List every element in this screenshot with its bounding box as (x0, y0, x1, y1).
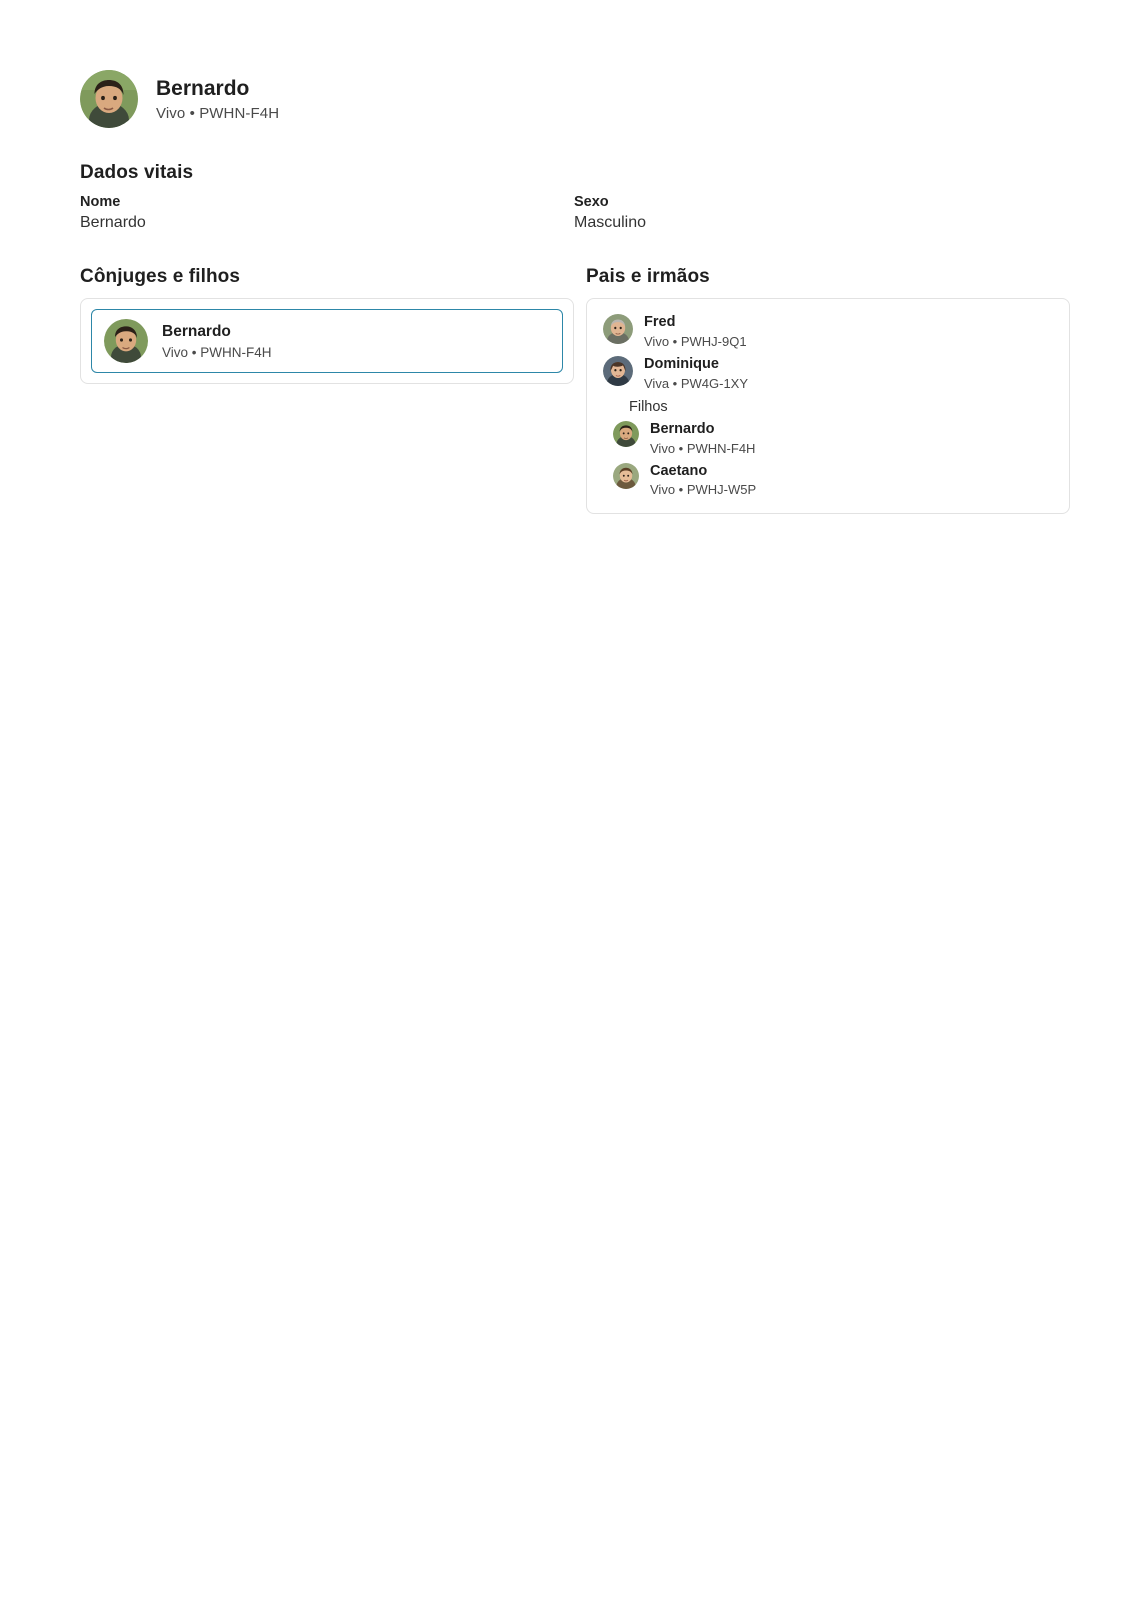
person-name: Bernardo (162, 323, 231, 341)
avatar[interactable] (80, 70, 138, 128)
children-list (613, 420, 1053, 498)
field-value: Masculino (574, 214, 647, 231)
list-item[interactable] (603, 313, 1053, 349)
person-name: Fred (644, 314, 676, 330)
list-item[interactable] (613, 462, 1053, 498)
person-status-id: Vivo • PWHN-F4H (162, 344, 272, 360)
person-name: Bernardo (650, 420, 715, 437)
list-item-text (644, 355, 748, 391)
page-title: Bernardo (156, 76, 250, 100)
person-status-id: Vivo • PWHN-F4H (156, 105, 280, 123)
person-name: Caetano (650, 462, 708, 479)
person-name: Dominique (644, 355, 719, 372)
vital-data-section (80, 162, 1057, 232)
avatar[interactable] (603, 356, 633, 386)
field-label: Sexo (574, 194, 609, 210)
vital-field-name[interactable] (80, 194, 574, 232)
list-item[interactable] (91, 309, 563, 373)
list-item-text (162, 322, 272, 359)
vital-data-title: Dados vitais (80, 162, 194, 183)
person-status-id: Vivo • PWHJ-W5P (650, 482, 757, 498)
spouses-children-title: Cônjuges e filhos (80, 266, 241, 287)
families-section (80, 266, 1057, 514)
list-item-text (644, 313, 747, 349)
parents-siblings-column (586, 266, 1070, 514)
avatar[interactable] (104, 319, 148, 363)
list-item[interactable] (613, 420, 1053, 456)
avatar[interactable] (613, 463, 639, 489)
list-item-text (650, 420, 755, 456)
avatar[interactable] (613, 421, 639, 447)
person-status-id: Viva • PW4G-1XY (644, 375, 749, 391)
parents-siblings-title: Pais e irmãos (586, 266, 710, 287)
person-header-text (156, 76, 279, 122)
list-item-text (650, 462, 756, 498)
spouses-children-card (80, 298, 574, 384)
spouses-children-column (80, 266, 574, 514)
avatar[interactable] (603, 314, 633, 344)
vital-field-sex[interactable] (574, 194, 1068, 232)
person-header (80, 70, 1057, 128)
person-status-id: Vivo • PWHJ-9Q1 (644, 333, 747, 349)
children-label: Filhos (629, 398, 668, 415)
person-status-id: Vivo • PWHN-F4H (650, 440, 756, 456)
list-item[interactable] (603, 355, 1053, 391)
field-label: Nome (80, 194, 121, 210)
field-value: Bernardo (80, 214, 146, 231)
parents-siblings-card (586, 298, 1070, 514)
